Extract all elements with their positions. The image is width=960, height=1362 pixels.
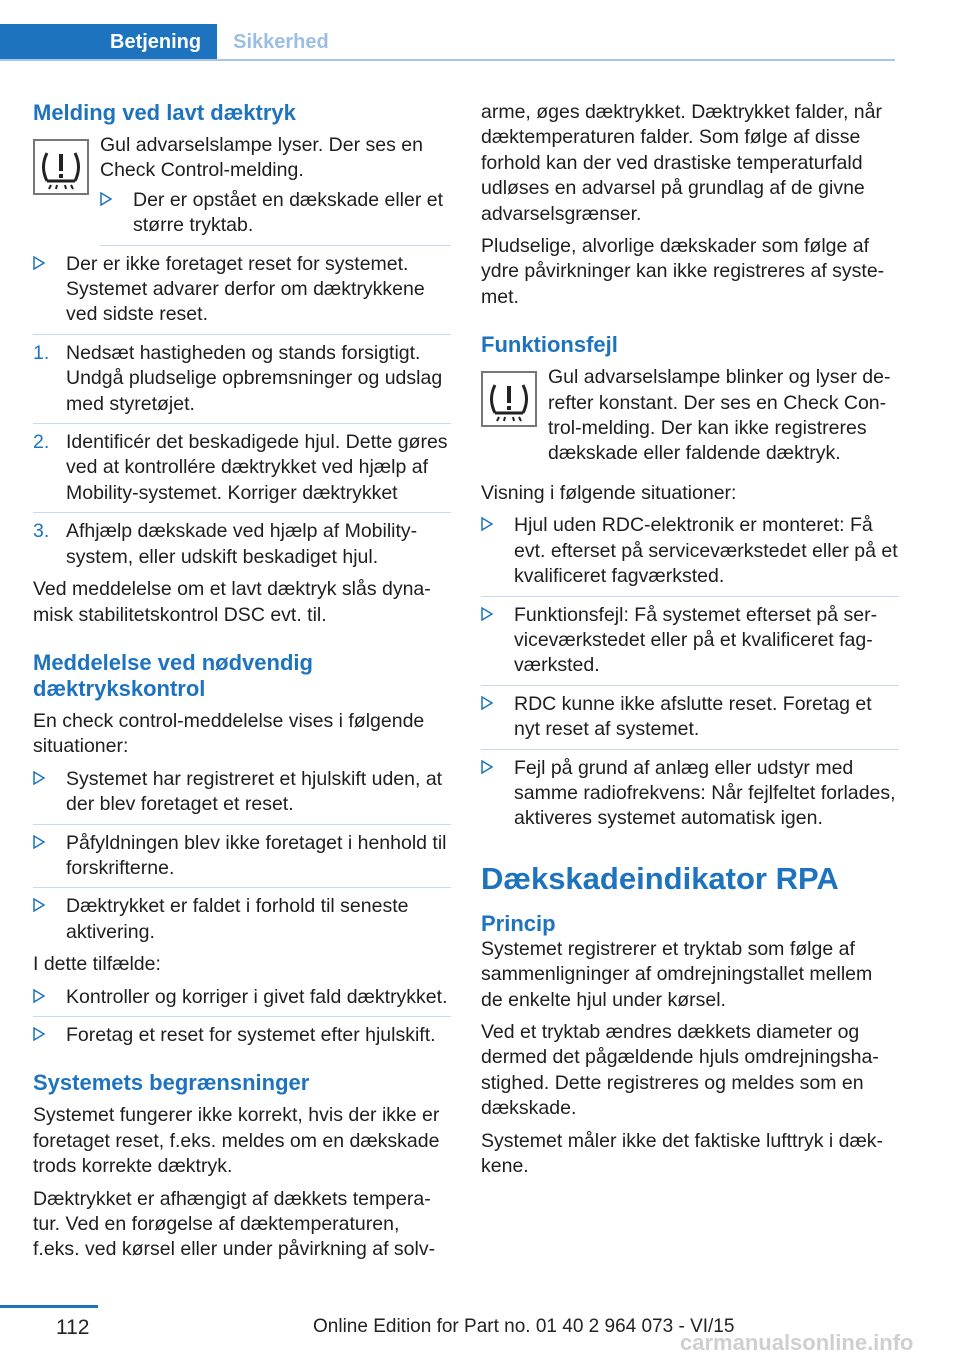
step-item: 1. Nedsæt hastigheden og stands forsigtigt. Undgå pludselige opbremsninger og udslag med styretøjet. <box>33 341 443 415</box>
tire-pressure-warning-icon <box>33 139 89 195</box>
list-item: Systemet har registreret et hjulskift uden, at der blev foretaget et reset. <box>33 767 451 818</box>
principle-paragraph-1: Systemet registrerer et tryktab som følge af sammenligninger af omdrejningstallet mellem de enkelte hjul under kørsel. <box>481 937 873 1011</box>
bullet-triangle-icon <box>33 1023 63 1048</box>
malfunction-warning-text: Gul advarselslampe blinker og lyser derefter konstant. Der ses en Check Control-melding. Der kan ikke registreres dækskade eller faldende dæktryk. <box>548 366 891 465</box>
list-item: Foretag et reset for systemet efter hjulskift. <box>33 1023 451 1048</box>
in-this-case: I dette tilfælde: <box>33 953 161 976</box>
page-header <box>0 0 895 62</box>
list-item: Der er opstået en dækskade eller et større tryktab. <box>100 188 451 239</box>
divider <box>33 1016 451 1017</box>
step-number: 3. <box>33 520 50 543</box>
step-number: 2. <box>33 431 50 454</box>
tab-betjening[interactable]: Betjening <box>0 24 217 60</box>
list-item: Der er ikke foretaget reset for systemet. Systemet advarer derfor om dæktrykkene ved sidste reset. <box>33 252 451 328</box>
list-item: Funktionsfejl: Få systemet efterset på serviceværkstedet eller på et kvalificeret fagværksted. <box>481 603 899 679</box>
limits-continued: arme, øges dæktrykket. Dæktrykket falder, når dæktemperaturen falder. Som følge af disse forhold kan der ved drastiske temperaturfald udløses en advarsel på grundlag af de givne advarselsgrænser. <box>481 101 882 225</box>
low-pressure-warning-block <box>33 133 451 239</box>
low-pressure-warning-text: Gul advarselslampe lyser. Der ses en Check Control-melding. <box>100 134 423 182</box>
divider <box>481 596 899 597</box>
bullet-triangle-icon <box>100 188 130 213</box>
divider <box>481 749 899 750</box>
bullet-triangle-icon <box>33 831 63 856</box>
left-column <box>33 100 451 1263</box>
heading-rpa: Dækskadeindikator RPA <box>481 860 839 896</box>
dsc-note: Ved meddelelse om et lavt dæktryk slås dynamisk stabilitetskontrol DSC evt. til. <box>33 578 431 626</box>
tire-pressure-warning-icon <box>481 371 537 427</box>
section-tabs <box>0 24 345 60</box>
list-item: Hjul uden RDC-elektronik er monteret: Få evt. efterset på serviceværkstedet eller på et kvalificeret fagværksted. <box>481 513 899 589</box>
edition-text: Online Edition for Part no. 01 40 2 964 073 - VI/15 <box>313 1316 735 1337</box>
limits-paragraph-3: Pludselige, alvorlige dækskader som følge af ydre påvirkninger kan ikke registreres af systemet. <box>481 235 885 308</box>
bullet-triangle-icon <box>481 513 511 538</box>
bullet-triangle-icon <box>481 692 511 717</box>
footer-divider <box>0 1305 98 1308</box>
divider <box>33 334 451 335</box>
limits-paragraph-2: Dæktrykket er afhængigt af dækkets temperatur. Ved en forøgelse af dæktemperaturen, f.eks. ved kørsel eller under påvirkning af solv- <box>33 1187 436 1261</box>
divider <box>100 245 451 246</box>
list-item: Kontroller og korriger i givet fald dæktrykket. <box>33 985 451 1010</box>
limits-paragraph-1: Systemet fungerer ikke korrekt, hvis der ikke er foretaget reset, f.eks. meldes om en dækskade trods korrekte dæktryk. <box>33 1104 440 1178</box>
bullet-triangle-icon <box>33 252 63 277</box>
page-number: 112 <box>56 1316 90 1339</box>
principle-paragraph-2: Ved et tryktab ændres dækkets diameter og dermed det pågældende hjuls omdrejningshastighed. Dette registreres og meldes som en dækskade. <box>481 1020 879 1120</box>
step-number: 1. <box>33 341 50 364</box>
bullet-triangle-icon <box>33 894 63 919</box>
heading-principle: Princip <box>481 910 556 936</box>
divider <box>33 423 451 424</box>
header-divider <box>0 59 895 61</box>
bullet-triangle-icon <box>33 767 63 792</box>
heading-limits: Systemets begrænsninger <box>33 1070 310 1096</box>
list-item: Fejl på grund af anlæg eller udstyr med samme radiofrekvens: Når fejlfeltet forlades, aktiveres systemet automatisk igen. <box>481 756 899 832</box>
heading-check-needed: Meddelelse ved nødvendig dæktrykskontrol <box>33 649 313 701</box>
principle-paragraph-3: Systemet måler ikke det faktiske lufttryk i dækkene. <box>481 1129 884 1177</box>
heading-low-pressure: Melding ved lavt dæktryk <box>33 100 296 125</box>
bullet-triangle-icon <box>481 603 511 628</box>
divider <box>33 512 451 513</box>
step-item: 3. Afhjælp dækskade ved hjælp af Mobility-system, eller udskift beskadiget hjul. <box>33 520 418 568</box>
watermark: carmanualsonline.info <box>680 1330 914 1355</box>
divider <box>33 824 451 825</box>
display-intro: Visning i følgende situationer: <box>481 481 737 504</box>
malfunction-warning-block <box>481 365 899 467</box>
list-item: Påfyldningen blev ikke foretaget i henhold til forskrifterne. <box>33 831 451 882</box>
list-item: RDC kunne ikke afslutte reset. Foretag et nyt reset af systemet. <box>481 692 899 743</box>
bullet-triangle-icon <box>33 985 63 1010</box>
heading-malfunction: Funktionsfejl <box>481 332 618 358</box>
tab-sikkerhed[interactable]: Sikkerhed <box>233 31 329 53</box>
step-item: 2. Identificér det beskadigede hjul. Dette gøres ved at kontrollére dæktrykket ved hjælp af Mobility-systemet. Korriger dæktrykket <box>33 431 448 504</box>
divider <box>481 685 899 686</box>
check-intro: En check control-meddelelse vises i følgende situationer: <box>33 709 425 758</box>
bullet-triangle-icon <box>481 756 511 781</box>
divider <box>33 887 451 888</box>
list-item: Dæktrykket er faldet i forhold til seneste aktivering. <box>33 894 451 945</box>
right-column <box>481 100 899 1179</box>
